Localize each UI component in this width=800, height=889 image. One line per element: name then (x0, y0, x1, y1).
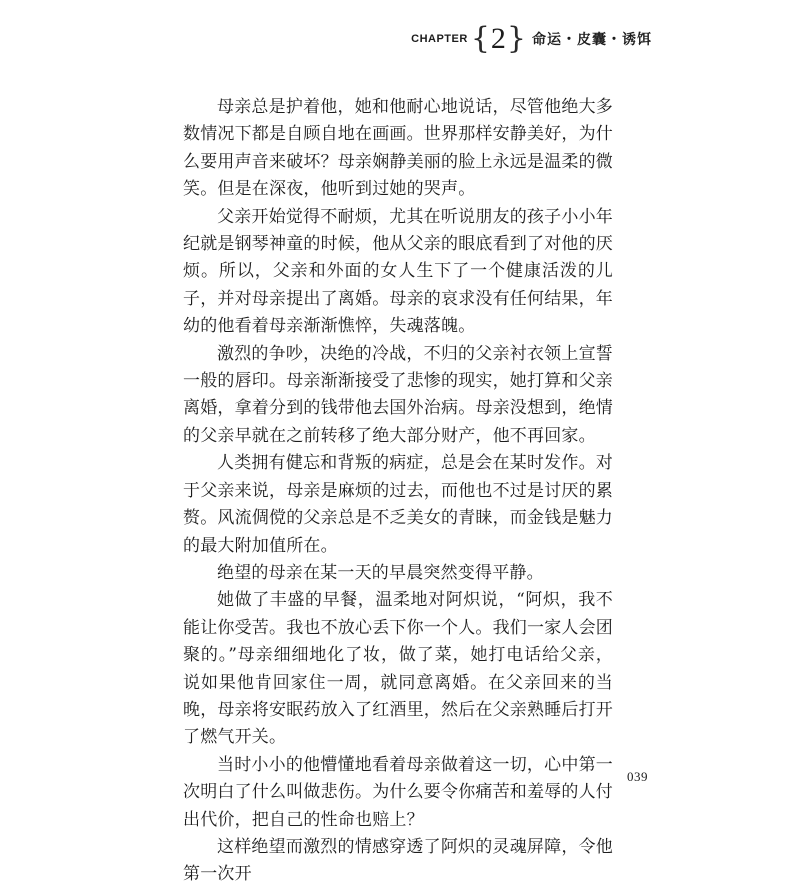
paragraph: 人类拥有健忘和背叛的病症，总是会在某时发作。对于父亲来说，母亲是麻烦的过去，而他也不过是讨厌的累赘。风流倜傥的父亲总是不乏美女的青睐，而金钱是魅力的最大附加值所在。 (183, 453, 613, 556)
paragraph: 这样绝望而激烈的情感穿透了阿炽的灵魂屏障，令他第一次开 (183, 836, 613, 885)
running-header (411, 21, 652, 56)
chapter-brace-open: { (470, 21, 490, 56)
paragraph: 母亲总是护着他，她和他耐心地说话，尽管他绝大多数情况下都是自顾自地在画画。世界那样安静美好，为什么要用声音来破坏？母亲娴静美丽的脸上永远是温柔的微笑。但是在深夜，他听到过她的哭声。 (183, 97, 613, 200)
chapter-label: CHAPTER (411, 33, 468, 45)
paragraph: 她做了丰盛的早餐，温柔地对阿炽说，“阿炽，我不能让你受苦。我也不放心丢下你一个人。我们一家人会团聚的。”母亲细细地化了妆，做了菜，她打电话给父亲，说如果他肯回家住一周，就同意离婚。在父亲回来的当晚，母亲将安眠药放入了红酒里，然后在父亲熟睡后打开了燃气开关。 (183, 590, 613, 748)
chapter-number: 2 (490, 22, 506, 55)
paragraph: 当时小小的他懵懂地看着母亲做着这一切，心中第一次明白了什么叫做悲伤。为什么要令你痛苦和羞辱的人付出代价，把自己的性命也赔上？ (183, 754, 613, 830)
paragraph: 父亲开始觉得不耐烦，尤其在听说朋友的孩子小小年纪就是钢琴神童的时候，他从父亲的眼底看到了对他的厌烦。所以，父亲和外面的女人生下了一个健康活泼的儿子，并对母亲提出了离婚。母亲的哀求没有任何结果，年幼的他看着母亲渐渐憔悴，失魂落魄。 (183, 206, 613, 337)
chapter-title: 命运・皮囊・诱饵 (532, 32, 652, 48)
paragraph: 绝望的母亲在某一天的早晨突然变得平静。 (217, 562, 544, 583)
page-number: 039 (627, 769, 648, 784)
paragraph: 激烈的争吵，决绝的冷战，不归的父亲衬衣领上宣誓一般的唇印。母亲渐渐接受了悲惨的现实，她打算和父亲离婚，拿着分到的钱带他去国外治病。母亲没想到，绝情的父亲早就在之前转移了绝大部分财产，他不再回家。 (183, 343, 613, 446)
chapter-brace-close: } (506, 21, 526, 56)
body-text (183, 94, 613, 889)
